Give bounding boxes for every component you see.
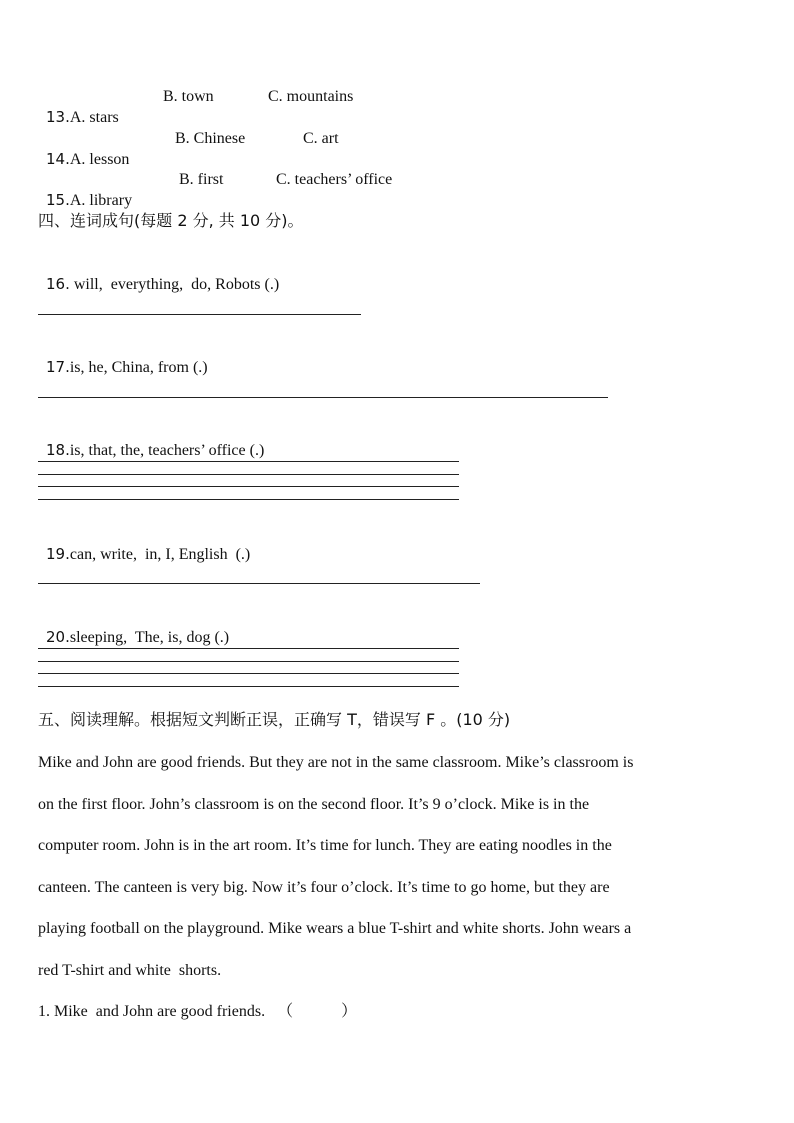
- answer-line[interactable]: [38, 314, 361, 315]
- option-b: B. Chinese: [175, 130, 246, 147]
- option-c: C. teachers’ office: [276, 171, 393, 188]
- question-number: 20.: [46, 628, 70, 646]
- question-number: 17.: [46, 358, 70, 376]
- answer-line[interactable]: [38, 499, 459, 500]
- item-words: will, everything, do, Robots (.): [69, 276, 280, 293]
- question-number: 15.: [46, 191, 70, 209]
- item-words: sleeping, The, is, dog (.): [69, 629, 230, 646]
- answer-line[interactable]: [38, 583, 480, 584]
- question-number: 18.: [46, 441, 70, 459]
- answer-line[interactable]: [38, 486, 459, 487]
- answer-line[interactable]: [38, 461, 459, 462]
- true-false-question-1[interactable]: 1. Mike and John are good friends. （ ）: [38, 1003, 358, 1020]
- question-number: 13.: [46, 108, 70, 126]
- option-b: B. first: [179, 171, 224, 188]
- answer-line[interactable]: [38, 397, 608, 398]
- passage-line: Mike and John are good friends. But they are not in the same classroom. Mike’s classroom is: [38, 754, 634, 771]
- choice-row-14: [38, 129, 129, 170]
- answer-line[interactable]: [38, 686, 459, 687]
- option-a: A. lesson: [69, 151, 130, 168]
- item-16: [38, 254, 279, 295]
- option-c: C. mountains: [268, 88, 354, 105]
- option-a: A. stars: [69, 109, 119, 126]
- answer-line[interactable]: [38, 661, 459, 662]
- item-words: is, he, China, from (.): [69, 359, 208, 376]
- option-c: C. art: [303, 130, 339, 147]
- item-words: can, write, in, I, English (.): [69, 546, 251, 563]
- answer-line[interactable]: [38, 474, 459, 475]
- item-19: [38, 524, 250, 565]
- item-18: [38, 420, 264, 461]
- section-5-title: 五、阅读理解。根据短文判断正误，正确写 T，错误写 F 。(10 分): [38, 710, 511, 729]
- passage-line: playing football on the playground. Mike wears a blue T-shirt and white shorts. John wears a: [38, 920, 632, 937]
- passage-line: on the first floor. John’s classroom is on the second floor. It’s 9 o’clock. Mike is in the: [38, 795, 590, 813]
- question-number: 16.: [46, 275, 70, 293]
- passage-line: red T-shirt and white shorts.: [38, 961, 222, 979]
- answer-line[interactable]: [38, 648, 459, 649]
- choice-row-13: [38, 87, 119, 128]
- option-b: B. town: [163, 88, 214, 105]
- choice-row-15: [38, 170, 132, 211]
- passage-line: computer room. John is in the art room. It’s time for lunch. They are eating noodles in the: [38, 837, 612, 854]
- section-4-title: 四、连词成句(每题 2 分, 共 10 分)。: [38, 211, 304, 230]
- item-20: [38, 607, 229, 648]
- passage-line: canteen. The canteen is very big. Now it’s four o’clock. It’s time to go home, but they are: [38, 878, 610, 896]
- question-number: 19.: [46, 545, 70, 563]
- answer-line[interactable]: [38, 673, 459, 674]
- reading-passage: [38, 742, 758, 991]
- item-17: [38, 337, 208, 378]
- item-words: is, that, the, teachers’ office (.): [69, 442, 265, 459]
- question-number: 14.: [46, 150, 70, 168]
- option-a: A. library: [69, 192, 133, 209]
